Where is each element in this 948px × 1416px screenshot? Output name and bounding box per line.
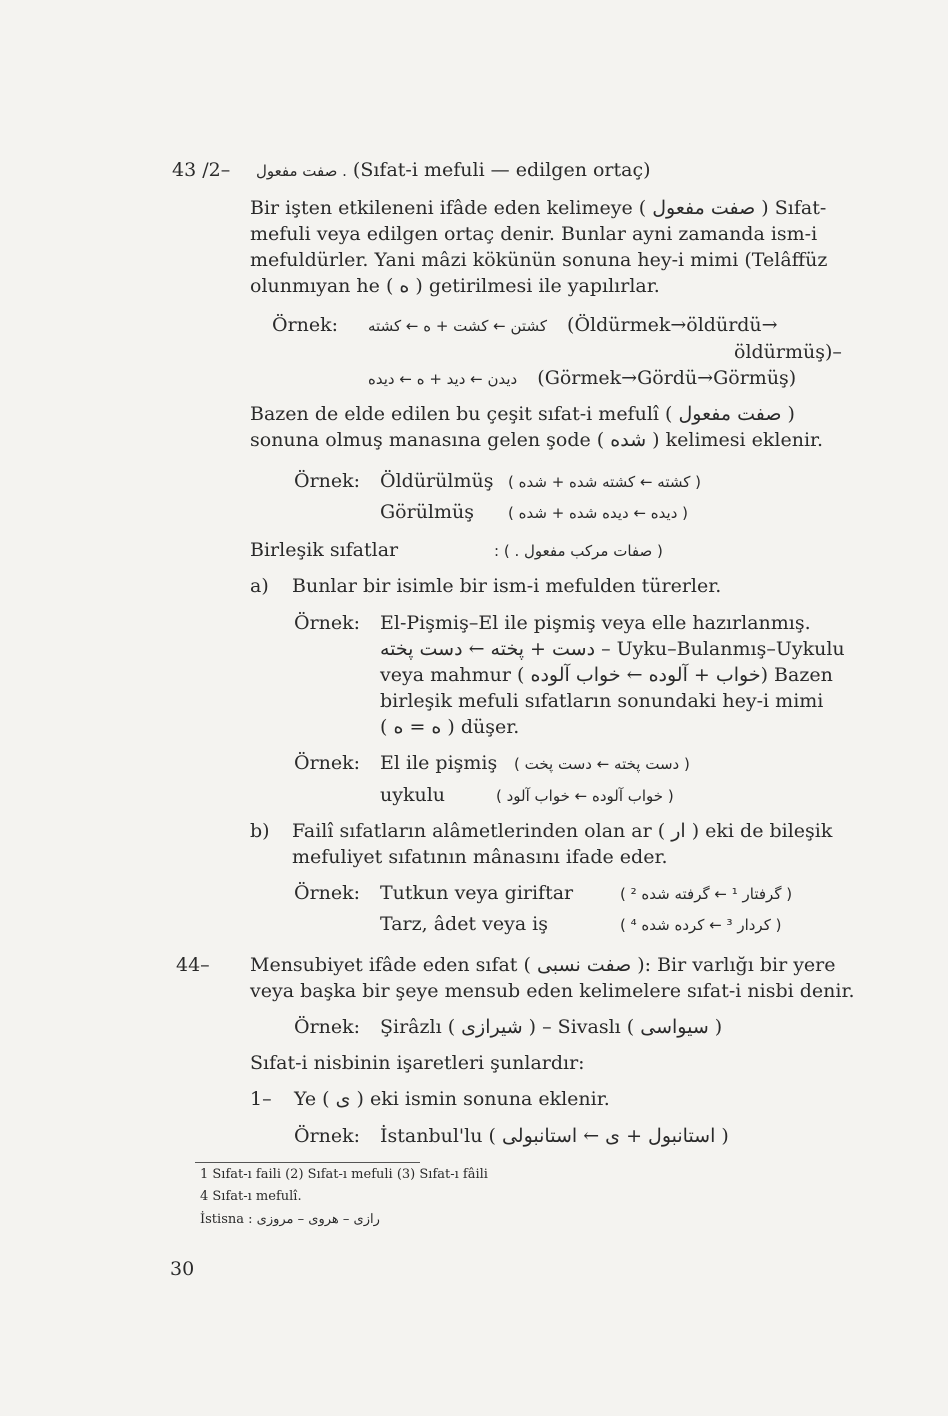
- s44-signs: Sıfat-i nisbinin işaretleri şunlardır:: [250, 1052, 585, 1074]
- footnote-3: İstisna : رازی – هروی – مروزی: [200, 1212, 380, 1227]
- example-3-arabic: ( کشته ← کشته شده + شده ): [508, 473, 702, 491]
- birlesik-arabic: ( صفات مرکب مفعول . ) :: [494, 542, 663, 560]
- para1-line-2: mefuli veya edilgen ortaç denir. Bunlar ayni zamanda ism-i: [250, 223, 818, 245]
- item-a-text: Bunlar bir isimle bir ism-i mefulden türerler.: [292, 575, 722, 597]
- para1-line-3: mefuldürler. Yani mâzi kökünün sonuna hey-i mimi (Telâffüz: [250, 249, 828, 271]
- example-7-arabic: ( خواب آلوده ← خواب آلود ): [496, 787, 674, 805]
- footnote-1: 1 Sıfat-ı faili (2) Sıfat-ı mefuli (3) Sıfat-ı fâili: [200, 1167, 488, 1182]
- para2-line-2: sonuna olmuş manasına gelen şode ( شده ) kelimesi eklenir.: [250, 429, 824, 451]
- item-b-line-2: mefuliyet sıfatının mânasını ifade eder.: [292, 846, 668, 868]
- item-b-line-1: Failî sıfatların alâmetlerinden olan ar ( ار ) eki de bileşik: [292, 820, 833, 842]
- item-b-marker: b): [250, 820, 270, 842]
- example-6-turkish: El ile pişmiş: [380, 752, 498, 774]
- example-label: Örnek:: [294, 882, 361, 904]
- footnote-2: 4 Sıfat-ı mefulî.: [200, 1189, 302, 1204]
- birlesik-label: Birleşik sıfatlar: [250, 539, 399, 561]
- example-4-turkish: Görülmüş: [380, 501, 475, 523]
- example-5-line-1: El-Pişmiş–El ile pişmiş veya elle hazırlanmış.: [380, 612, 811, 634]
- example-9-arabic: ( کردار ³ ← کرده شده ⁴ ): [620, 916, 782, 934]
- example-label: Örnek:: [294, 1125, 361, 1147]
- heading-turkish: (Sıfat-i mefuli — edilgen ortaç): [352, 159, 651, 181]
- s44-line-1: Mensubiyet ifâde eden sıfat ( صفت نسبی ): Bir varlığı bir yere: [250, 954, 836, 976]
- example-label: Örnek:: [294, 752, 361, 774]
- example-label: Örnek:: [294, 1016, 361, 1038]
- para2-line-1: Bazen de elde edilen bu çeşit sıfat-i mefulî ( صفت مفعول ): [250, 403, 795, 425]
- para1-line-1: Bir işten etkileneni ifâde eden kelimeye ( صفت مفعول ) Sıfat-: [250, 197, 827, 219]
- s44-example-1: Şirâzlı ( شیرازی ) – Sivaslı ( سیواسی ): [380, 1016, 723, 1038]
- example-5-line-5: ( ه = ه ) düşer.: [380, 716, 520, 738]
- page-number: 30: [170, 1258, 195, 1280]
- example-8-turkish: Tutkun veya giriftar: [380, 882, 574, 904]
- example-9-turkish: Tarz, âdet veya iş: [380, 913, 549, 935]
- example-1-turkish: (Öldürmek→öldürdü→: [567, 314, 778, 336]
- example-4-arabic: ( دیده ← دیده شده + شده ): [508, 504, 688, 522]
- section-number-43: 43 /2–: [172, 159, 231, 181]
- example-3-turkish: Öldürülmüş: [380, 470, 494, 492]
- example-6-arabic: ( دست پخته ← دست پخت ): [514, 755, 690, 773]
- example-1-turkish-cont: öldürmüş)–: [734, 341, 842, 363]
- item-a-marker: a): [250, 575, 269, 597]
- para1-line-4: olunmıyan he ( ه ) getirilmesi ile yapılırlar.: [250, 275, 660, 297]
- s44-item-1-marker: 1–: [250, 1088, 272, 1110]
- example-1-arabic: کشتن ← کشت + ه ← کشته: [368, 317, 547, 335]
- heading-arabic: . صفت مفعول: [256, 162, 347, 180]
- example-5-line-2: دست + پخته ← دست پخته – Uyku–Bulanmış–Uykulu: [380, 638, 845, 660]
- s44-line-2: veya başka bir şeye mensub eden kelimelere sıfat-i nisbi denir.: [250, 980, 855, 1002]
- example-2-arabic: دیدن ← دید + ه ← دیده: [368, 370, 518, 388]
- example-label: Örnek:: [294, 470, 361, 492]
- example-5-line-3: veya mahmur ( خواب + آلوده ← خواب آلوده) Bazen: [380, 664, 833, 686]
- example-5-line-4: birleşik mefuli sıfatların sonundaki hey-i mimi: [380, 690, 824, 712]
- section-number-44: 44–: [176, 954, 210, 976]
- example-label: Örnek:: [272, 314, 339, 336]
- s44-example-2: İstanbul'lu ( استانبول + ی ← استانبولی ): [380, 1125, 729, 1147]
- example-label: Örnek:: [294, 612, 361, 634]
- example-7-turkish: uykulu: [380, 784, 446, 806]
- example-2-turkish: (Görmek→Gördü→Görmüş): [537, 367, 797, 389]
- example-8-arabic: ( گرفتار ¹ ← گرفته شده ² ): [620, 885, 793, 903]
- footnote-rule: [195, 1162, 420, 1163]
- s44-item-1-text: Ye ( ی ) eki ismin sonuna eklenir.: [294, 1088, 610, 1110]
